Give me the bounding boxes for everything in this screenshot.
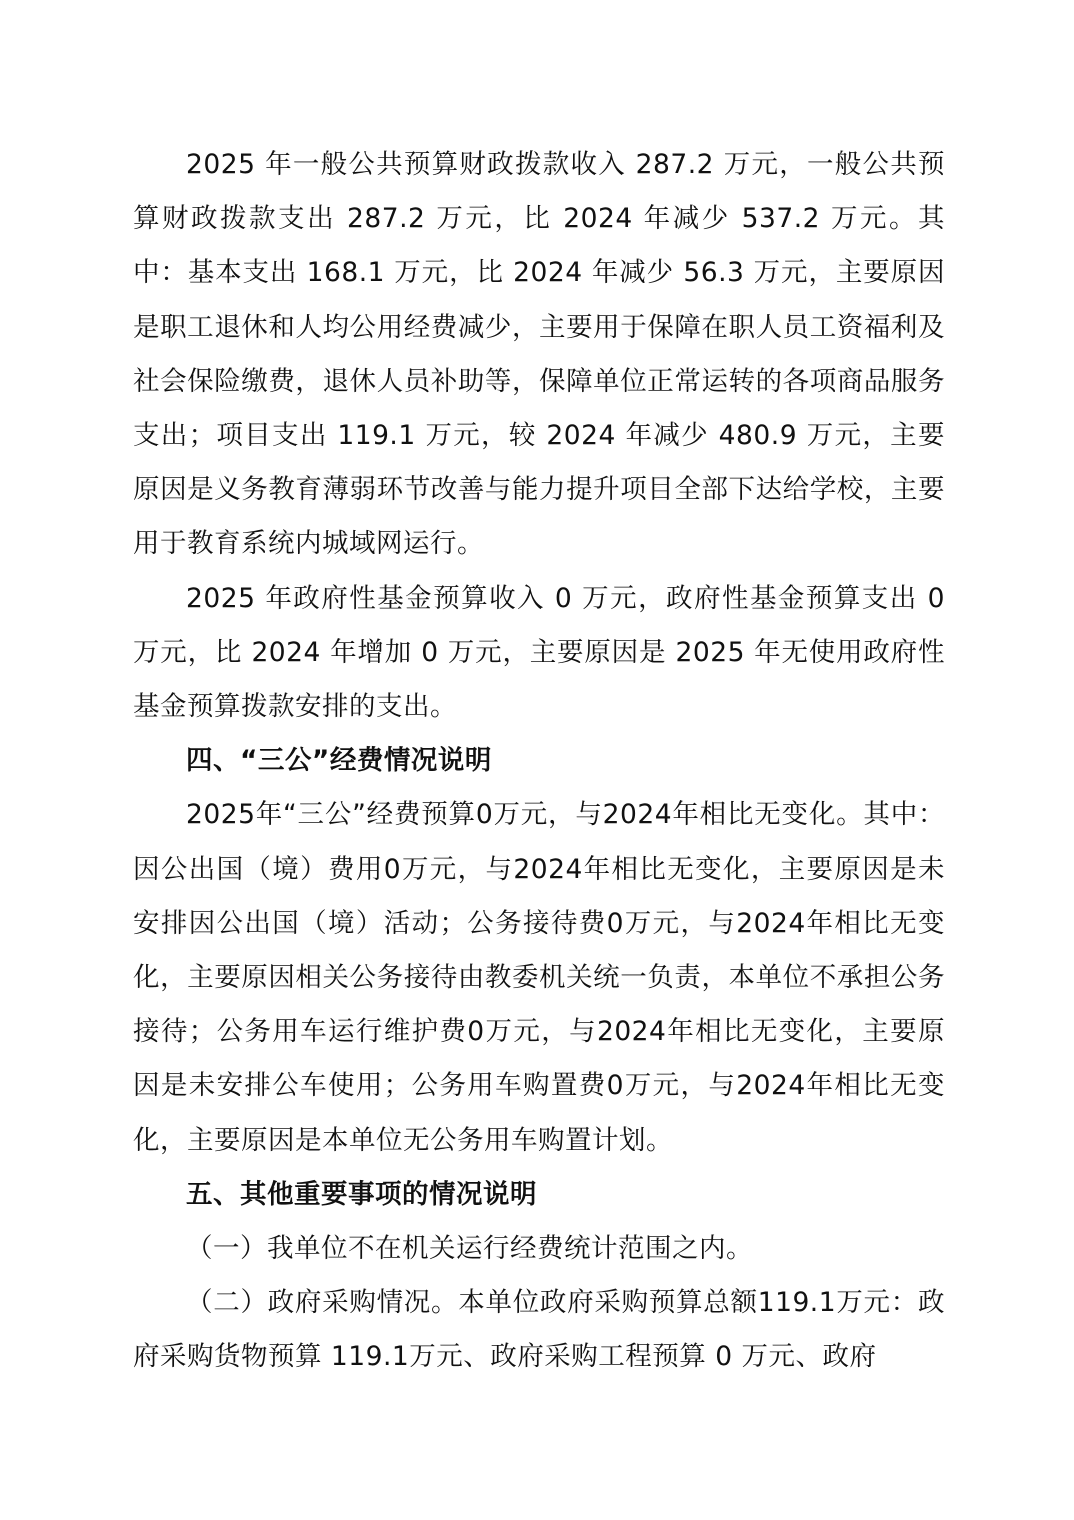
document-page — [133, 138, 945, 1385]
paragraph-three-public-expenses: 2025年“三公”经费预算0万元，与2024年相比无变化。其中：因公出国（境）费用0万元，与2024年相比无变化，主要原因是未安排因公出国（境）活动；公务接待费0万元，与2024年相比无变化，主要原因相关公务接待由教委机关统一负责，本单位不承担公务接待；公务用车运行维护费0万元，与2024年相比无变化，主要原因是未安排公车使用；公务用车购置费0万元，与2024年相比无变化，主要原因是本单位无公务用车购置计划。 — [133, 799, 945, 1156]
paragraph-general-budget: 2025 年一般公共预算财政拨款收入 287.2 万元，一般公共预算财政拨款支出 287.2 万元，比 2024 年减少 537.2 万元。其中：基本支出 168.1 万元，比 2024 年减少 56.3 万元，主要原因是职工退休和人均公用经费减少，主要用于保障在职人员工资福利及社会保险缴费，退休人员补助等，保障单位正常运转的各项商品服务支出；项目支出 119.1 万元，较 2024 年减少 480.9 万元，主要原因是义务教育薄弱环节改善与能力提升项目全部下达给学校，主要用于教育系统内城域网运行。 — [133, 149, 945, 560]
paragraph-operating-costs: （一）我单位不在机关运行经费统计范围之内。 — [186, 1233, 753, 1265]
paragraph-government-fund: 2025 年政府性基金预算收入 0 万元，政府性基金预算支出 0 万元，比 2024 年增加 0 万元，主要原因是 2025 年无使用政府性基金预算拨款安排的支出。 — [133, 582, 945, 723]
paragraph-government-procurement: （二）政府采购情况。本单位政府采购预算总额119.1万元：政府采购货物预算 119.1万元、政府采购工程预算 0 万元、政府 — [133, 1287, 945, 1373]
section-heading-other-matters: 五、其他重要事项的情况说明 — [186, 1178, 537, 1210]
section-heading-three-public: 四、“三公”经费情况说明 — [186, 745, 492, 777]
